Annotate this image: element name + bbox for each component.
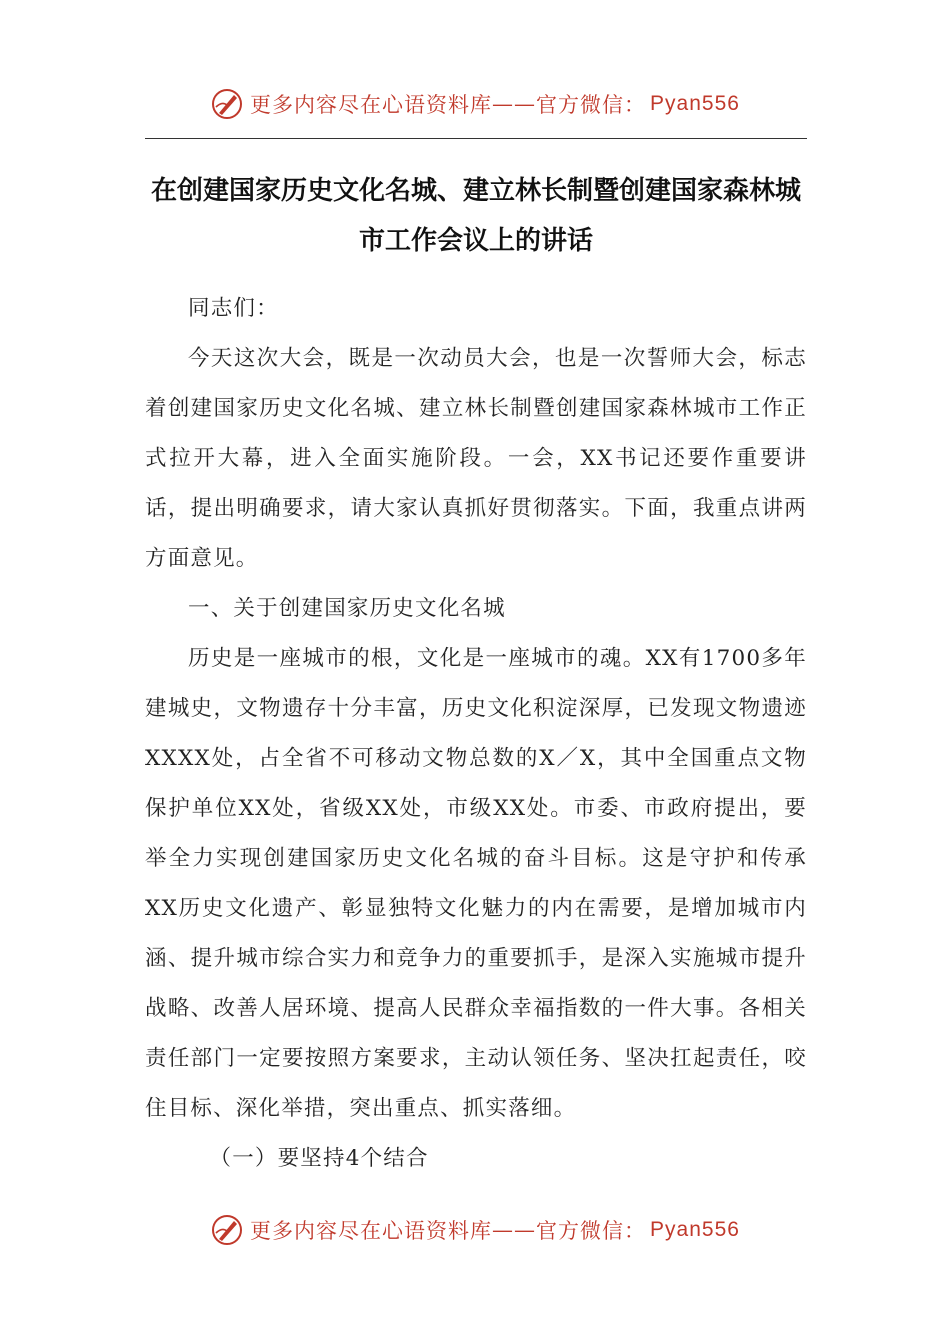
watermark-brand: 更多内容尽在心语资料库: [250, 1219, 493, 1243]
quill-pen-logo-icon: [210, 87, 244, 121]
document-body: [145, 284, 807, 1184]
watermark-separator: ——: [492, 1218, 537, 1242]
document-title: 在创建国家历史文化名城、建立林长制暨创建国家森林城市工作会议上的讲话: [150, 176, 801, 256]
watermark-account: Pyan556: [650, 92, 740, 115]
watermark-label: 官方微信：: [536, 1219, 647, 1243]
section-heading: 一、关于创建国家历史文化名城: [188, 596, 506, 621]
watermark-account: Pyan556: [650, 1218, 740, 1241]
salutation: 同志们：: [188, 296, 279, 321]
footer-watermark: [0, 1210, 950, 1250]
watermark-brand: 更多内容尽在心语资料库: [250, 93, 493, 117]
header-watermark: [0, 84, 950, 124]
paragraph: 历史是一座城市的根，文化是一座城市的魂。XX有1700多年建城史，文物遗存十分丰富，历史文化积淀深厚，已发现文物遗迹XXXX处，占全省不可移动文物总数的X／X，其中全国重点文物保护单位XX处，省级XX处，市级XX处。市委、市政府提出，要举全力实现创建国家历史文化名城的奋斗目标。这是守护和传承XX历史文化遗产、彰显独特文化魅力的内在需要，是增加城市内涵、提升城市综合实力和竞争力的重要抓手，是深入实施城市提升战略、改善人居环境、提高人民群众幸福指数的一件大事。各相关责任部门一定要按照方案要求，主动认领任务、坚决扛起责任，咬住目标、深化举措，突出重点、抓实落细。: [145, 646, 807, 1121]
paragraph: 今天这次大会，既是一次动员大会，也是一次誓师大会，标志着创建国家历史文化名城、建立林长制暨创建国家森林城市工作正式拉开大幕，进入全面实施阶段。一会，XX书记还要作重要讲话，提出明确要求，请大家认真抓好贯彻落实。下面，我重点讲两方面意见。: [145, 346, 807, 571]
subsection-heading: （一）要坚持4个结合: [209, 1146, 429, 1171]
watermark-label: 官方微信：: [536, 93, 647, 117]
header-divider: [145, 138, 807, 139]
watermark-separator: ——: [492, 92, 537, 116]
quill-pen-logo-icon: [210, 1213, 244, 1247]
